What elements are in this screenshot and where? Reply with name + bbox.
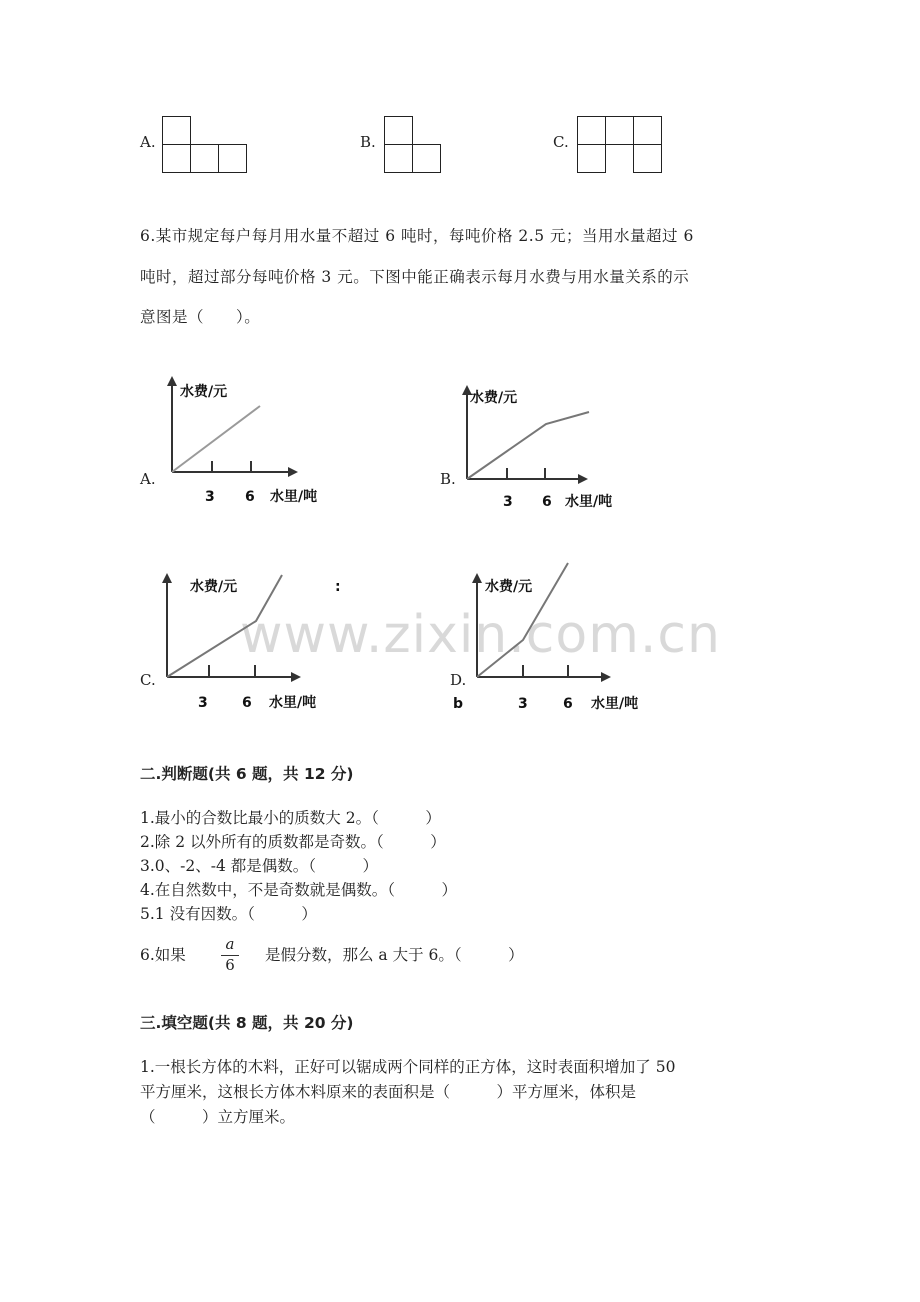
q5-option-b-label: B.: [360, 133, 376, 151]
graph-b-x-label: 水里/吨: [565, 494, 613, 510]
net-square: [190, 144, 219, 173]
graph-c-artifact: :: [335, 579, 341, 595]
judge-item-4: 4.在自然数中，不是奇数就是偶数。（ ）: [140, 881, 458, 899]
graph-c-x-label: 水里/吨: [269, 695, 317, 711]
x-axis-arrow: [601, 672, 611, 682]
graph-c-tick-6-label: 6: [242, 695, 252, 711]
net-square: [218, 144, 247, 173]
graph-a-x-label: 水里/吨: [270, 489, 318, 505]
graph-c-y-label: 水费/元: [190, 579, 238, 595]
graph-a-option-label: A.: [140, 470, 156, 488]
net-square: [605, 116, 634, 145]
graph-a: [150, 370, 350, 515]
q6-line-3: 意图是（ ）。: [140, 308, 261, 326]
y-axis-arrow: [167, 376, 177, 386]
y-axis-arrow: [472, 573, 482, 583]
section-2-title: 二.判断题(共 6 题，共 12 分): [140, 765, 354, 783]
judge-item-3: 3.0、-2、-4 都是偶数。（ ）: [140, 857, 379, 875]
graph-d: [455, 555, 655, 715]
fill-item-1-line-3: （ ）立方厘米。: [140, 1108, 296, 1126]
net-square: [412, 144, 441, 173]
net-square: [384, 144, 413, 173]
graph-a-tick-6-label: 6: [245, 489, 255, 505]
fill-item-1-line-1: 1.一根长方体的木料，正好可以锯成两个同样的正方体，这时表面积增加了 50: [140, 1058, 676, 1076]
net-square: [162, 144, 191, 173]
fraction-numerator: a: [225, 935, 235, 953]
graph-a-tick-3-label: 3: [205, 489, 215, 505]
x-axis-arrow: [291, 672, 301, 682]
section-3-title: 三.填空题(共 8 题，共 20 分): [140, 1014, 354, 1032]
x-axis-arrow: [578, 474, 588, 484]
graph-b-tick-3-label: 3: [503, 494, 513, 510]
graph-a-y-label: 水费/元: [180, 384, 228, 400]
graph-c-tick-3-label: 3: [198, 695, 208, 711]
net-square: [384, 116, 413, 145]
graph-b-tick-6-label: 6: [542, 494, 552, 510]
graph-d-x-label: 水里/吨: [591, 696, 639, 712]
judge-item-5: 5.1 没有因数。（ ）: [140, 905, 317, 923]
graph-b-line: [467, 412, 589, 479]
net-square: [577, 144, 606, 173]
judge-item-1: 1.最小的合数比最小的质数大 2。（ ）: [140, 809, 441, 827]
q6-line-2: 吨时，超过部分每吨价格 3 元。下图中能正确表示每月水费与用水量关系的示: [140, 268, 690, 286]
judge-item-2: 2.除 2 以外所有的质数都是奇数。（ ）: [140, 833, 446, 851]
graph-d-artifact: b: [453, 696, 464, 712]
x-axis-arrow: [288, 467, 298, 477]
graph-c: [145, 565, 345, 715]
graph-a-line: [172, 406, 260, 472]
graph-d-y-label: 水费/元: [485, 579, 533, 595]
q5-option-a-label: A.: [140, 133, 156, 151]
graph-d-tick-6-label: 6: [563, 696, 573, 712]
graph-c-option-label: C.: [140, 671, 156, 689]
graph-b: [445, 375, 635, 520]
y-axis-arrow: [162, 573, 172, 583]
graph-d-tick-3-label: 3: [518, 696, 528, 712]
net-square: [633, 144, 662, 173]
judge-item-6-pre: 6.如果: [140, 946, 186, 964]
q6-line-1: 6.某市规定每户每月用水量不超过 6 吨时，每吨价格 2.5 元；当用水量超过 6: [140, 227, 694, 245]
fill-item-1-line-2: 平方厘米，这根长方体木料原来的表面积是（ ）平方厘米，体积是: [140, 1083, 637, 1101]
net-square: [162, 116, 191, 145]
graph-b-option-label: B.: [440, 470, 456, 488]
graph-d-option-label: D.: [450, 671, 467, 689]
graph-b-y-label: 水费/元: [470, 390, 518, 406]
net-square: [633, 116, 662, 145]
judge-item-6-post: 是假分数，那么 a 大于 6。（ ）: [265, 946, 524, 964]
net-square: [577, 116, 606, 145]
watermark: www.zixin.com.cn: [240, 605, 721, 665]
q5-option-c-label: C.: [553, 133, 569, 151]
fraction-denominator: 6: [225, 956, 235, 974]
